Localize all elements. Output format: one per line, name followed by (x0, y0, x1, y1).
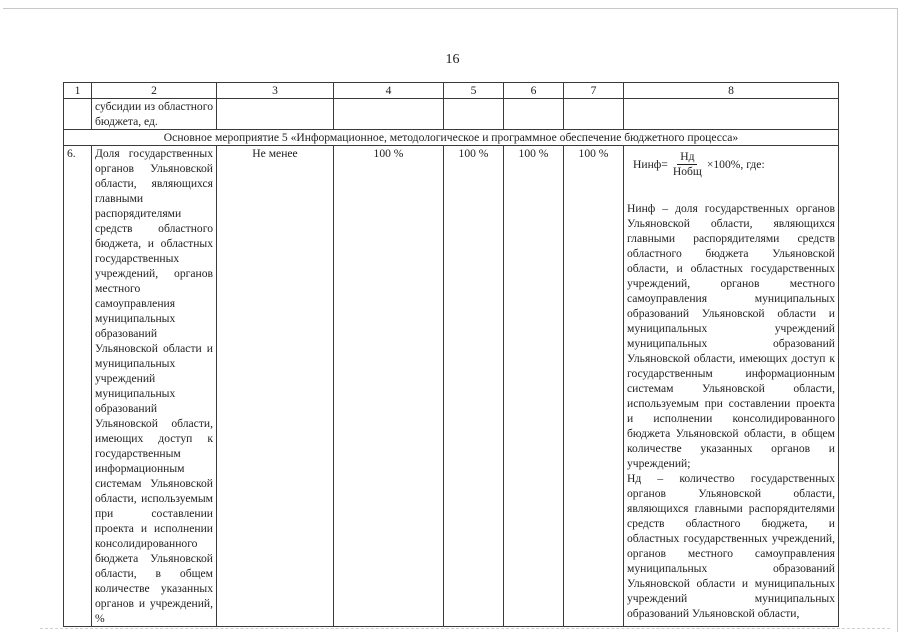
indicator-name: Доля государственных органов Ульяновской области, являющихся главными распорядителями средств областного бюджета, и областных государственных учреждений, органов местного самоуправления муниципальных образований Ульяновской области и муниципальных учреждений муниципальных образований Ульяновской области, имеющих доступ к государственным информационным системам Ульяновской области, используемым при составлении проекта и исполнении консолидированного бюджета Ульяновской области, в общем количестве указанных органов и учреждений, % (92, 146, 217, 627)
header-cell-5: 5 (444, 83, 504, 99)
definition-ninf: Нинф – доля государственных органов Ульяновской области, являющихся главными распорядителями средств областного бюджета Ульяновской области, и областных государственных учреждений, органов местного самоуправления муниципальных образований Ульяновской области и муниципальных учреждений муниципальных образований Ульяновской области, имеющих доступ к государственным информационным системам Ульяновской области, используемым при составлении проекта и исполнении консолидированного бюджета Ульяновской области, в общем количестве указанных органов и учреждений; (627, 202, 835, 470)
table-row (64, 99, 839, 130)
definition-nd: Нд – количество государственных органов Ульяновской области, являющихся главными распорядителями средств областного бюджета, и областных государственных учреждений, органов местного самоуправления муниципальных образований Ульяновской области и муниципальных учреждений муниципальных образований Ульяновской области, (627, 472, 835, 620)
formula-rhs: ×100%, где: (706, 158, 765, 171)
header-cell-7: 7 (564, 83, 624, 99)
scan-artifact-line (40, 628, 890, 630)
formula-numerator: Нд (677, 150, 697, 165)
table-row (64, 146, 839, 627)
methodology-cell (624, 146, 839, 627)
subsidy-cell-4 (334, 99, 444, 130)
indicators-table (63, 82, 839, 627)
header-row (64, 83, 839, 99)
header-cell-2: 2 (92, 83, 217, 99)
row-number: 6. (64, 146, 92, 627)
section-title: Основное мероприятие 5 «Информационное, методологическое и программное обеспечение бюджетного процесса» (64, 130, 839, 146)
subsidy-cell-5 (444, 99, 504, 130)
header-cell-8: 8 (624, 83, 839, 99)
subsidy-cell-6 (504, 99, 564, 130)
formula (633, 150, 835, 179)
formula-fraction (670, 150, 705, 179)
formula-denominator: Нобщ (672, 165, 702, 178)
header-cell-4: 4 (334, 83, 444, 99)
header-cell-6: 6 (504, 83, 564, 99)
value-cell-7: 100 % (564, 146, 624, 627)
page-number: 16 (445, 52, 460, 67)
subsidy-cell-8 (624, 99, 839, 130)
subsidy-indicator: субсидии из областного бюджета, ед. (92, 99, 217, 130)
value-cell-4: 100 % (334, 146, 444, 627)
formula-lhs: Нинф= (633, 158, 668, 171)
section-row (64, 130, 839, 146)
value-cell-6: 100 % (504, 146, 564, 627)
subsidy-cell-3 (217, 99, 334, 130)
subsidy-cell-1 (64, 99, 92, 130)
condition-cell: Не менее (217, 146, 334, 627)
subsidy-cell-7 (564, 99, 624, 130)
header-cell-1: 1 (64, 83, 92, 99)
header-cell-3: 3 (217, 83, 334, 99)
value-cell-5: 100 % (444, 146, 504, 627)
